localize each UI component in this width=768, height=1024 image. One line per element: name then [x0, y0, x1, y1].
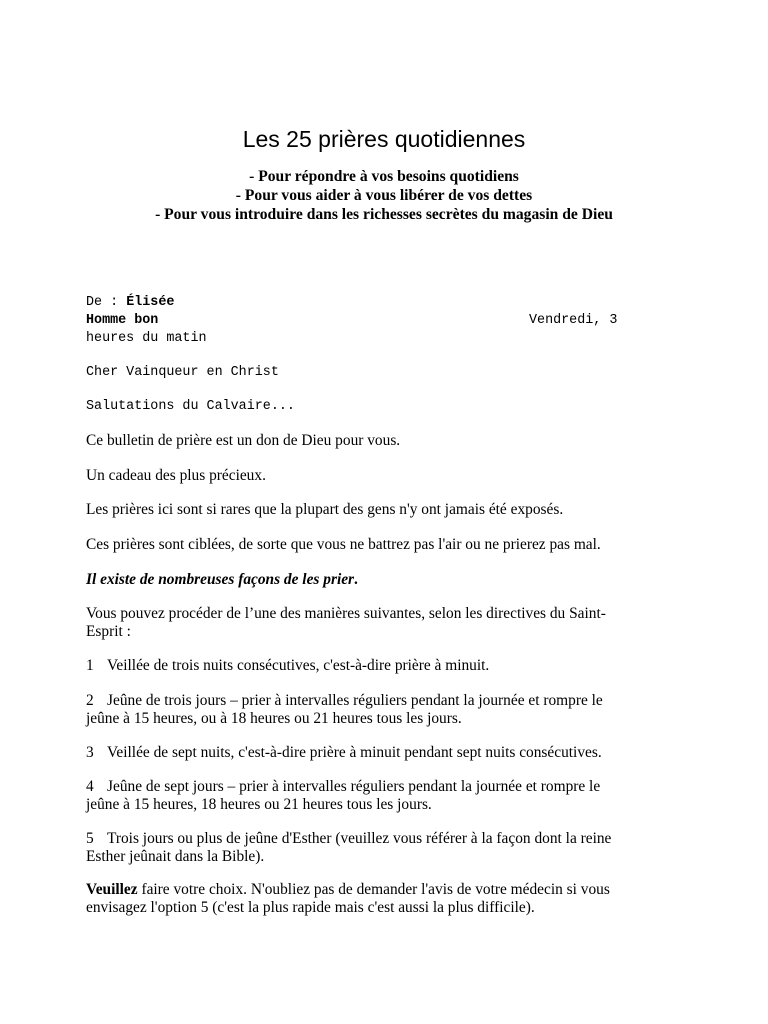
- closing-bold: Veuillez: [86, 881, 138, 898]
- page-title: Les 25 prières quotidiennes: [242, 126, 526, 152]
- intro-line: Esprit :: [86, 623, 131, 640]
- section-heading-end: .: [354, 571, 358, 588]
- option-number: 5: [86, 830, 94, 847]
- paragraph: Ces prières sont ciblées, de sorte que vous ne battrez pas l'air ou ne prierez pas mal.: [86, 536, 601, 553]
- option-item: [86, 657, 686, 675]
- from-label: De :: [86, 295, 119, 310]
- letter-date: Vendredi, 3: [529, 313, 618, 328]
- subtitle-line: - Pour vous introduire dans les richesses secrètes du magasin de Dieu: [155, 206, 613, 223]
- intro-paragraph: [86, 605, 686, 641]
- option-number: 2: [86, 692, 94, 709]
- section-heading-text: Il existe de nombreuses façons de les prier: [86, 571, 355, 588]
- subtitle-block: [0, 167, 768, 224]
- option-text: Trois jours ou plus de jeûne d'Esther (veuillez vous référer à la façon dont la reine: [107, 830, 612, 847]
- paragraph: Ce bulletin de prière est un don de Dieu pour vous.: [86, 432, 401, 449]
- paragraph: Les prières ici sont si rares que la plupart des gens n'y ont jamais été exposés.: [86, 501, 564, 518]
- salutation: Salutations du Calvaire...: [86, 399, 295, 414]
- from-line: [86, 294, 174, 311]
- option-text: Jeûne de sept jours – prier à intervalles réguliers pendant la journée et rompre le: [107, 778, 601, 795]
- option-text: jeûne à 15 heures, ou à 18 heures ou 21 heures tous les jours.: [86, 710, 462, 727]
- option-number: 4: [86, 778, 94, 795]
- subtitle-line: - Pour vous aider à vous libérer de vos dettes: [235, 187, 533, 204]
- option-text: Esther jeûnait dans la Bible).: [86, 848, 265, 865]
- option-text: Jeûne de trois jours – prier à intervalles réguliers pendant la journée et rompre le: [107, 692, 603, 709]
- closing-text: faire votre choix. N'oubliez pas de demander l'avis de votre médecin si vous: [137, 881, 610, 898]
- subtitle-line: - Pour répondre à vos besoins quotidiens: [249, 168, 519, 185]
- option-item: [86, 744, 686, 762]
- option-item: [86, 692, 686, 728]
- section-heading: [86, 571, 658, 589]
- option-text: Veillée de trois nuits consécutives, c'est-à-dire prière à minuit.: [107, 657, 490, 674]
- letter-time: heures du matin: [86, 331, 207, 346]
- closing-paragraph: [86, 881, 686, 917]
- option-item: [86, 778, 686, 814]
- option-text: Veillée de sept nuits, c'est-à-dire prière à minuit pendant sept nuits consécutives.: [107, 744, 602, 761]
- greeting: Cher Vainqueur en Christ: [86, 365, 279, 380]
- option-text: jeûne à 15 heures, 18 heures ou 21 heures tous les jours.: [86, 796, 432, 813]
- paragraph: Un cadeau des plus précieux.: [86, 467, 266, 484]
- intro-line: Vous pouvez procéder de l’une des manières suivantes, selon les directives du Saint-: [86, 605, 606, 622]
- from-name: Élisée: [126, 295, 175, 310]
- sender-title: Homme bon: [86, 313, 159, 328]
- option-number: 1: [86, 657, 94, 674]
- option-item: [86, 830, 686, 866]
- closing-text: envisagez l'option 5 (c'est la plus rapide mais c'est aussi la plus difficile).: [86, 899, 535, 916]
- option-number: 3: [86, 744, 94, 761]
